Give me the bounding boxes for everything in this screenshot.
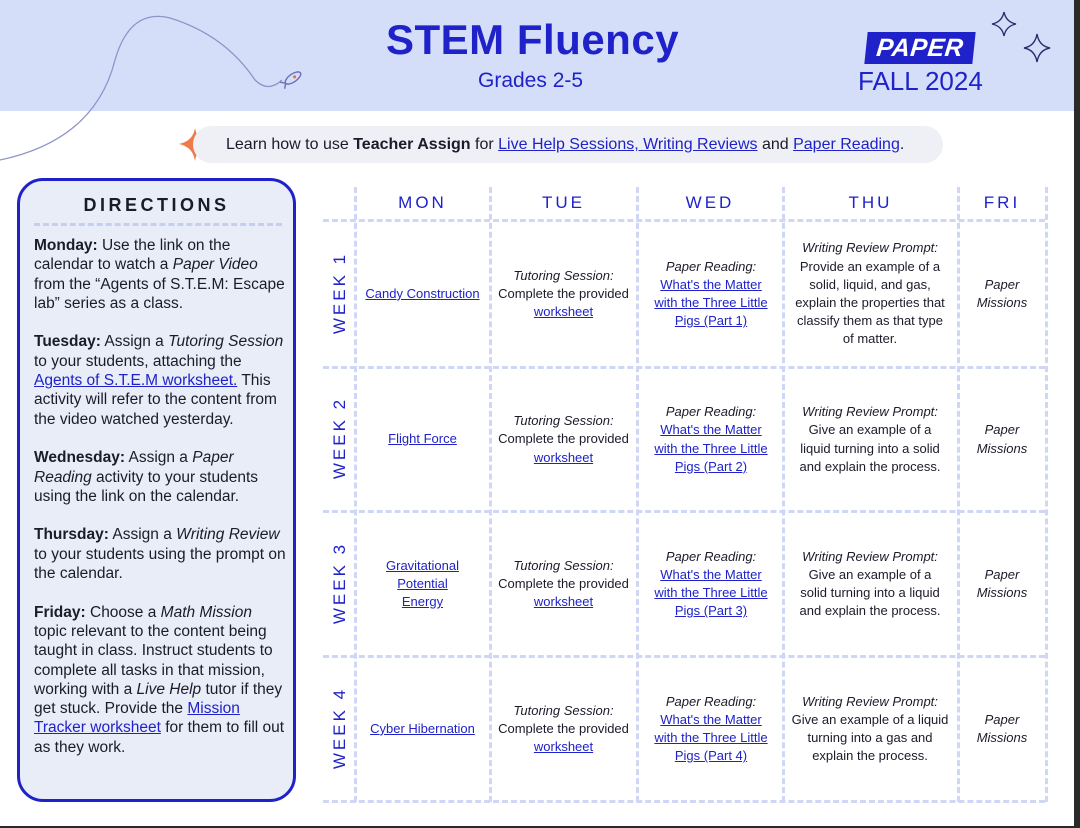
cell-title: Writing Review Prompt: (802, 404, 938, 420)
teacher-assign-text (226, 136, 904, 154)
cell-week2-fri (961, 369, 1043, 510)
live-help-writing-reviews-link[interactable]: Live Help Sessions, Writing Reviews (498, 136, 758, 153)
teacher-assign-prefix: Learn how to use (226, 136, 354, 153)
day-header-wed: WED (685, 193, 735, 212)
cell-text: Give an example of a liquid turning into a solid and explain the process. (799, 422, 941, 474)
wednesday-italic: Paper Reading (34, 449, 234, 486)
directions-title: DIRECTIONS (83, 195, 230, 215)
page-title: STEM Fluency (386, 16, 680, 63)
grid-line (957, 187, 960, 802)
cell-title: Writing Review Prompt: (802, 240, 938, 256)
week-label-1: WEEK 1 (330, 251, 349, 335)
cell-week2-thu (786, 369, 954, 510)
cell-week3-mon (357, 513, 488, 655)
friday-text: tutor if they get stuck. Provide the (34, 680, 283, 718)
day-header-mon: MON (398, 193, 447, 212)
cell-text: Provide an example of a solid, liquid, and gas, explain the properties that classify them as that type of matter. (795, 258, 945, 347)
cell-title: Paper Reading: (665, 404, 757, 420)
teacher-assign-and: and (757, 136, 794, 153)
lesson-link[interactable]: Candy Construction (365, 285, 480, 301)
week-label-4: WEEK 4 (330, 686, 349, 770)
worksheet-link[interactable]: worksheet (533, 739, 594, 755)
cell-text: Complete the provided (498, 431, 629, 447)
cell-week4-thu (786, 658, 954, 800)
cell-week3-fri (961, 513, 1043, 655)
monday-text: from the “Agents of S.T.E.M: Escape lab” series as a class. (34, 275, 285, 312)
friday-text: topic relevant to the content being taught in class. Instruct students to complete all tasks in that mission, working with a (34, 622, 273, 698)
monday-label: Monday: (34, 237, 98, 254)
cell-title: Tutoring Session: (513, 702, 614, 718)
cell-week2-tue (493, 369, 634, 510)
mission-tracker-link[interactable]: Mission Tracker worksheet (34, 700, 240, 737)
directions-monday (34, 236, 286, 313)
friday-italic: Math Mission (160, 603, 252, 621)
grid-line (489, 187, 492, 802)
cell-text: Paper Missions (976, 566, 1028, 600)
reading-link[interactable]: What's the Matter with the Three Little Pigs (Part 2) (654, 422, 768, 474)
thursday-italic: Writing Review (176, 526, 280, 544)
tuesday-label: Tuesday: (34, 333, 101, 351)
grid-line (636, 187, 639, 802)
directions-tuesday (34, 332, 286, 428)
cell-title: Writing Review Prompt: (802, 693, 938, 709)
lesson-link[interactable]: Cyber Hibernation (370, 720, 475, 736)
grid-line (323, 800, 1045, 803)
cell-week1-thu (786, 222, 954, 366)
day-header-fri: FRI (983, 193, 1021, 212)
rocket-icon (280, 70, 303, 89)
monday-text: Use the link on the calendar to watch a (34, 237, 231, 274)
cell-title: Paper Reading: (665, 258, 757, 274)
cell-text: Paper Missions (976, 422, 1028, 456)
cell-week4-wed (641, 658, 781, 800)
cell-week1-wed (641, 222, 781, 366)
cell-title: Writing Review Prompt: (802, 548, 938, 564)
wednesday-label: Wednesday: (34, 449, 126, 467)
directions-body (34, 236, 286, 776)
grid-line (1045, 187, 1048, 802)
monday-italic: Paper Video (172, 256, 258, 274)
cell-text: Give an example of a liquid turning into a gas and explain the process. (791, 711, 949, 764)
friday-text: for them to fill out as they work. (34, 719, 285, 756)
cell-week3-wed (641, 513, 781, 655)
directions-panel (17, 178, 296, 802)
lesson-link[interactable]: Flight Force (388, 431, 457, 447)
cell-week2-wed (641, 369, 781, 510)
sparkle-icon (992, 12, 1016, 36)
teacher-assign-mid: for (470, 136, 499, 153)
worksheet-link[interactable]: worksheet (533, 304, 594, 320)
cell-title: Tutoring Session: (513, 413, 614, 429)
cell-title: Paper Reading: (665, 548, 757, 564)
teacher-assign-end: . (899, 136, 905, 153)
cell-text: Complete the provided (498, 720, 629, 736)
reading-link[interactable]: What's the Matter with the Three Little Pigs (Part 4) (654, 711, 768, 764)
cell-week1-fri (961, 222, 1043, 366)
directions-wednesday (34, 448, 286, 506)
friday-label: Friday: (34, 603, 86, 621)
thursday-text: Assign a (108, 526, 177, 544)
worksheet-link[interactable]: worksheet (533, 594, 594, 610)
teacher-assign-bold: Teacher Assign (353, 136, 471, 153)
reading-link[interactable]: What's the Matter with the Three Little Pigs (Part 3) (654, 566, 768, 619)
agents-worksheet-link[interactable]: Agents of S.T.E.M worksheet. (34, 372, 238, 390)
week-label-3: WEEK 3 (330, 541, 349, 625)
friday-text: Choose a (85, 603, 161, 621)
grade-level: Grades 2-5 (478, 69, 584, 92)
tuesday-text: This activity will refer to the content from the video watched yesterday. (34, 372, 277, 428)
lesson-link[interactable]: Gravitational Potential Energy (386, 557, 459, 610)
friday-italic: Live Help (136, 680, 202, 698)
cell-text: Paper Missions (976, 711, 1028, 745)
cell-text: Paper Missions (976, 276, 1028, 310)
worksheet-link[interactable]: worksheet (533, 449, 594, 465)
tuesday-italic: Tutoring Session (168, 333, 284, 351)
cell-week3-tue (493, 513, 634, 655)
week-label-2: WEEK 2 (330, 396, 349, 480)
wednesday-text: Assign a (125, 449, 193, 467)
day-header-thu: THU (848, 193, 893, 212)
cell-week4-tue (493, 658, 634, 800)
cell-text: Give an example of a solid turning into a liquid and explain the process. (799, 566, 941, 619)
cell-week2-mon (357, 369, 488, 510)
tuesday-text: Assign a (100, 333, 169, 351)
thursday-text: to your students using the prompt on the calendar. (34, 545, 286, 583)
cell-week4-fri (961, 658, 1043, 800)
paper-logo: PAPER (864, 32, 975, 64)
tuesday-text: to your students, attaching the (34, 352, 242, 370)
cell-text: Complete the provided (498, 285, 629, 301)
cell-title: Tutoring Session: (513, 267, 614, 283)
cell-text: Complete the provided (498, 575, 629, 591)
reading-link[interactable]: What's the Matter with the Three Little Pigs (Part 1) (654, 276, 768, 329)
cell-week3-thu (786, 513, 954, 655)
cell-title: Tutoring Session: (513, 557, 614, 573)
directions-thursday (34, 525, 286, 583)
cell-week1-tue (493, 222, 634, 366)
cell-week4-mon (357, 658, 488, 800)
paper-reading-link[interactable]: Paper Reading (793, 136, 900, 153)
term-label: FALL 2024 (858, 66, 983, 96)
directions-friday (34, 603, 286, 757)
cell-title: Paper Reading: (665, 693, 757, 709)
wednesday-text: activity to your students using the link on the calendar. (34, 468, 259, 505)
thursday-label: Thursday: (34, 526, 109, 544)
grid-line (782, 187, 785, 802)
star-icon (1024, 34, 1050, 62)
day-header-tue: TUE (542, 193, 585, 212)
cell-week1-mon (357, 222, 488, 366)
directions-divider (34, 223, 282, 226)
